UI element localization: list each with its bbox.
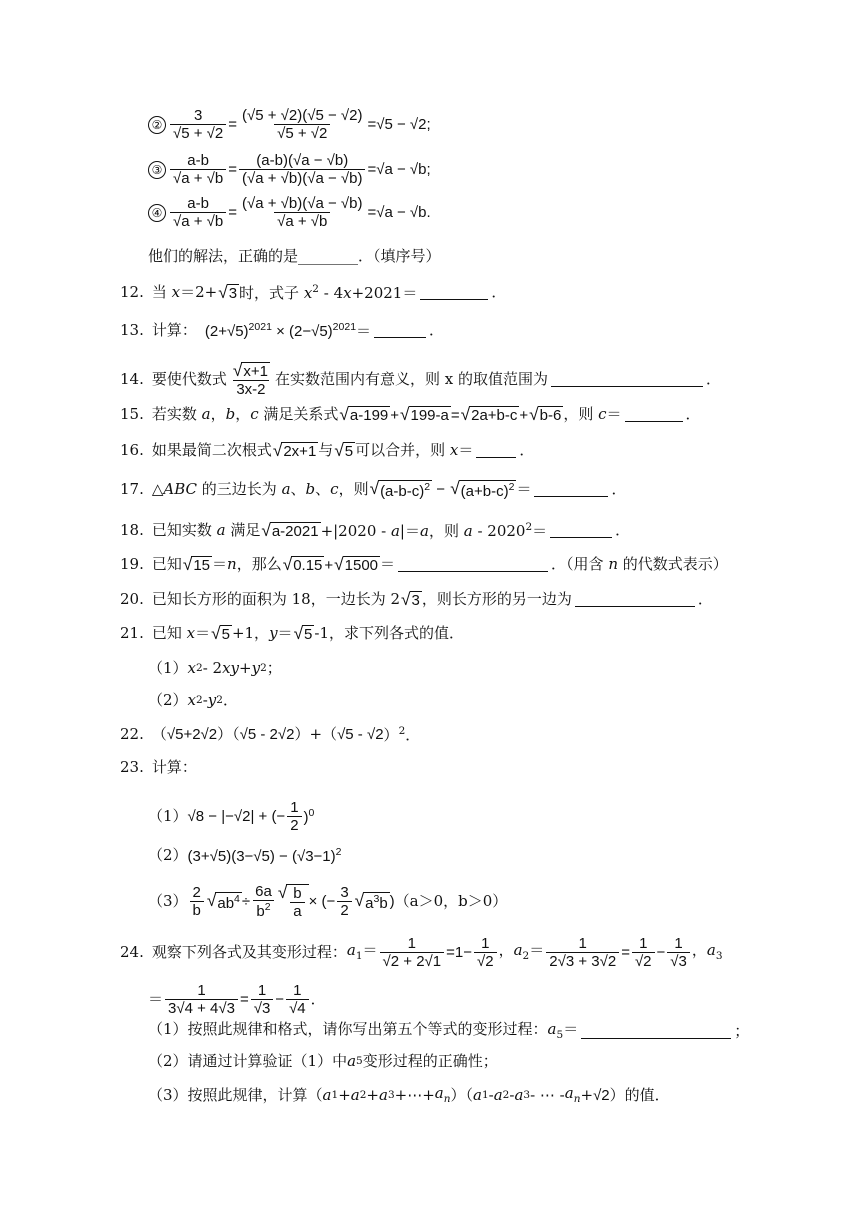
question-21-part-1: （1） x 2 - 2 xy + y 2 ； — [148, 659, 282, 677]
question-19: 19. 已知 √ 15 ＝n，那么 √ 0.15 + √ 1500 ＝ ．（用含 n 的代数式表示） — [120, 554, 728, 574]
method-mark: ③ — [148, 161, 166, 179]
method-3: ③ $\frac{a-b}{√a + √b}$ = $\frac{(a-b)(√a - √b)}{(√a + √b)(√a - √b)}$ =√a − √b; — [148, 153, 431, 186]
question-21: 21. 已知 x＝ √ 5 +1，y＝ √ 5 -1，求下列各式的值． — [120, 623, 464, 643]
question-21-part-2: （2） x 2 - y 2 ． — [148, 691, 238, 709]
question-23-part-3: （3） $\frac{2}{b}$ √ $ab^4$ ÷ $\frac{6a}{b^2}$ √ $\frac{b}{a}$ × (− $\frac{3}{2}$ √ $a^3b$ ) （a＞0，b＞0） — [148, 882, 508, 920]
method-mark: ② — [148, 116, 166, 134]
question-22: 22. （ √5+2√2 ）（ √5 - 2√2 ）+（ √5 - √2 ）$^2$． — [120, 725, 421, 744]
method-question: 他们的解法，正确的是________．（填序号） — [148, 247, 441, 265]
question-23-part-1: （1） √8 − |−√2| + (− $\frac{1}{2}$ )$^0$ — [148, 799, 315, 834]
question-23: 23. 计算： — [120, 758, 197, 776]
question-23-part-2: （2） $(3+√5)(3-√5) - (√3-1)^2$ — [148, 846, 342, 865]
question-12: 12. 当 x＝2+ √ 3 时，式子 $x^2 - 4x+2021=$ ． — [120, 282, 507, 303]
question-20: 20. 已知长方形的面积为 18，一边长为 2 √ 3 ，则长方形的另一边为 ． — [120, 589, 713, 609]
method-4: ④ $\frac{a-b}{√a + √b}$ = $\frac{(√a + √b)(√a - √b)}{√a + √b}$ =√a − √b. — [148, 196, 431, 229]
question-14: 14. 要使代数式 √ x+1 3x-2 在实数范围内有意义，则 x 的取值范围为 ． — [120, 360, 721, 399]
question-24-a3: ＝ $\frac{1}{3√4 + 4√3}$ = $\frac{1}{√3}$ − $\frac{1}{√4}$ ． — [148, 982, 326, 1017]
question-15: 15. 若实数 a，b，c 满足关系式 √ a-199 + √ 199-a = √ 2a+b-c + √ b-6 ，则 c＝ ． — [120, 404, 701, 424]
question-24-part-2: （2）请通过计算验证（1）中 a 5 变形过程的正确性； — [148, 1052, 498, 1070]
question-17: 17. △ABC 的三边长为 a、b、c，则 √ $(a-b-c)^2$ − √ $(a+b-c)^2$ ＝ ． — [120, 478, 627, 500]
question-24-part-3: （3）按照此规律，计算（ a 1 + a 2 + a 3 +⋯+ $a_n$ ）（ a 1 - a 2 - a 3 - ⋯ - $a_n$ + √2 ）的值． — [148, 1084, 670, 1105]
method-mark: ④ — [148, 204, 166, 222]
question-24: 24. 观察下列各式及其变形过程： $a_1=$ $\frac{1}{√2 + 2√1}$ =1− $\frac{1}{√2}$ ，$a_2=$ $\frac{1}{2√3 + 3√2}$ = $\frac{1}{√2}$ − $\frac{1}{√3}$ ，$a_3$ — [120, 935, 723, 970]
question-13: 13. 计算： $(2+√5)^{2021} \times (2-√5)^{2021}=$ ． — [120, 321, 445, 340]
question-24-part-1: （1）按照此规律和格式，请你写出第五个等式的变形过程：$a_5=$ ； — [148, 1020, 750, 1041]
question-18: 18. 已知实数 a 满足 √ a-2021 +|2020 - a|＝a，则 $a - 2020^2=$ ． — [120, 520, 631, 541]
method-2: ② $\frac{3}{√5 + √2}$ = $\frac{(√5 + √2)(√5 - √2)}{√5 + √2}$ =√5 − √2; — [148, 108, 431, 141]
question-16: 16. 如果最简二次根式 √ 2x+1 与 √ 5 可以合并，则 x＝ ． — [120, 440, 535, 460]
